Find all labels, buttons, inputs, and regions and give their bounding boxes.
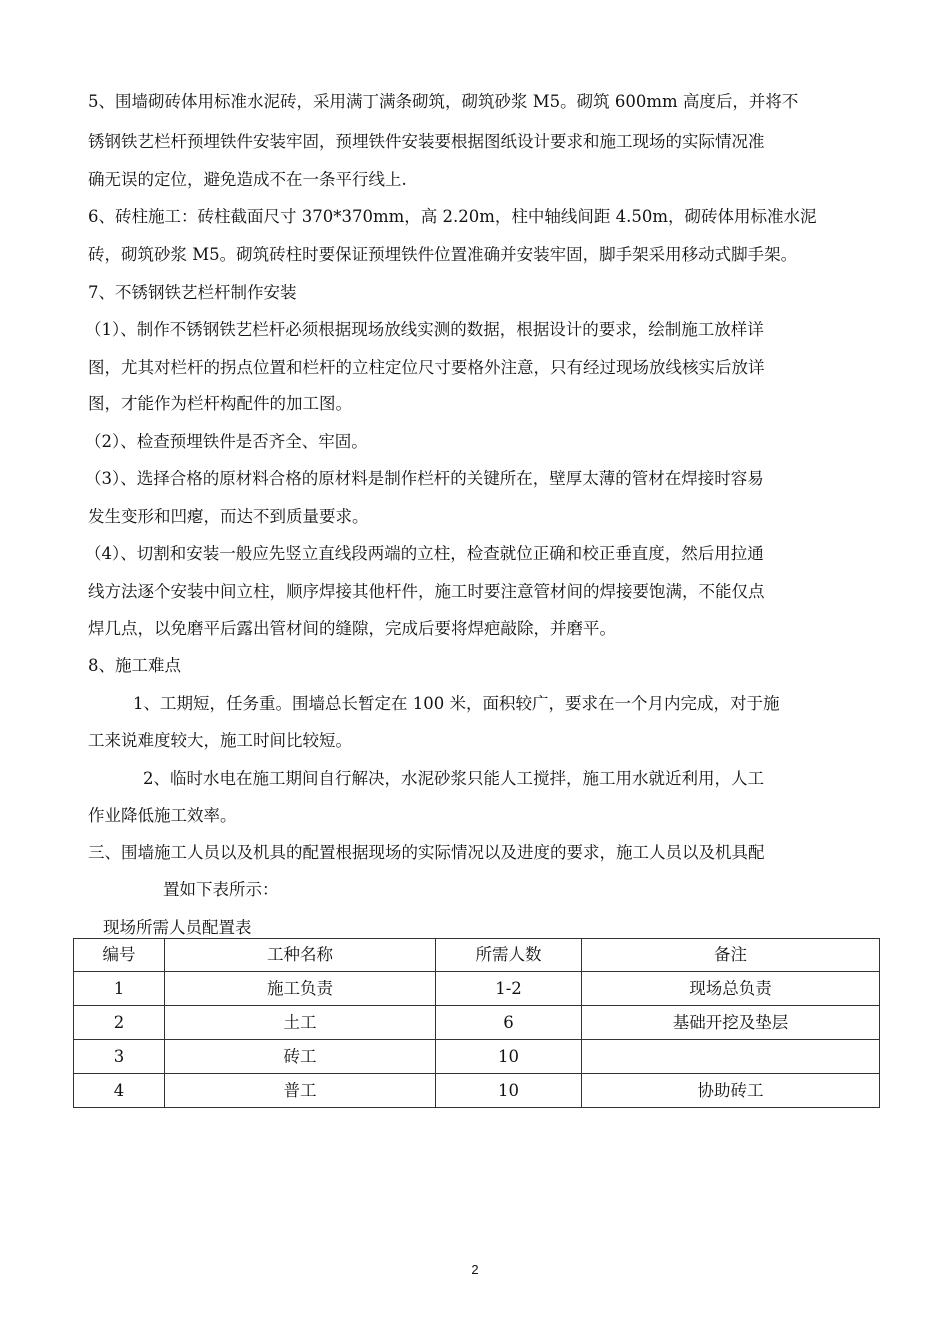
cell-remarks: 协助砖工 — [582, 1074, 880, 1108]
difficulty-1-line-1: 1、工期短，任务重。围墙总长暂定在 100 米，面积较广，要求在一个月内完成，对于施 — [133, 694, 780, 713]
table-row — [74, 1006, 880, 1040]
section-3-line-1: 三、围墙施工人员以及机具的配置根据现场的实际情况以及进度的要求，施工人员以及机具配 — [88, 843, 765, 862]
item-7-2: （2）、检查预埋铁件是否齐全、牢固。 — [85, 432, 368, 451]
section-8-heading: 8、施工难点 — [88, 656, 181, 675]
item-7-4-line-3: 焊几点，以免磨平后露出管材间的缝隙，完成后要将焊疤敲除，并磨平。 — [88, 619, 616, 638]
cell-number: 3 — [74, 1040, 165, 1074]
table-caption: 现场所需人员配置表 — [103, 918, 252, 937]
header-remarks: 备注 — [582, 939, 880, 972]
table-row — [74, 1040, 880, 1074]
table-row — [74, 1074, 880, 1108]
cell-number: 2 — [74, 1006, 165, 1040]
paragraph-6-line-2: 砖，砌筑砂浆 M5。砌筑砖柱时要保证预埋铁件位置准确并安装牢固，脚手架采用移动式脚手架。 — [88, 245, 798, 264]
cell-headcount: 10 — [436, 1074, 582, 1108]
table-row — [74, 972, 880, 1006]
cell-remarks — [582, 1040, 880, 1074]
header-job-name: 工种名称 — [165, 939, 436, 972]
cell-headcount: 6 — [436, 1006, 582, 1040]
cell-job-name: 砖工 — [165, 1040, 436, 1074]
item-7-4-line-2: 线方法逐个安装中间立柱，顺序焊接其他杆件，施工时要注意管材间的焊接要饱满，不能仅点 — [88, 582, 765, 601]
item-7-1-line-3: 图，才能作为栏杆构配件的加工图。 — [88, 394, 352, 413]
item-7-3-line-2: 发生变形和凹瘪，而达不到质量要求。 — [88, 507, 369, 526]
difficulty-1-line-2: 工来说难度较大，施工时间比较短。 — [88, 731, 352, 750]
cell-number: 1 — [74, 972, 165, 1006]
cell-remarks: 现场总负责 — [582, 972, 880, 1006]
difficulty-2-line-1: 2、临时水电在施工期间自行解决，水泥砂浆只能人工搅拌，施工用水就近利用，人工 — [143, 769, 764, 788]
cell-remarks: 基础开挖及垫层 — [582, 1006, 880, 1040]
table-header-row — [74, 939, 880, 972]
paragraph-5-line-2: 锈钢铁艺栏杆预埋铁件安装牢固，预埋铁件安装要根据图纸设计要求和施工现场的实际情况准 — [88, 132, 765, 151]
staff-table — [73, 938, 880, 1108]
section-7-heading: 7、不锈钢铁艺栏杆制作安装 — [88, 283, 297, 302]
paragraph-5-line-3: 确无误的定位，避免造成不在一条平行线上. — [88, 170, 407, 189]
item-7-1-line-1: （1）、制作不锈钢铁艺栏杆必须根据现场放线实测的数据，根据设计的要求，绘制施工放样详 — [85, 320, 764, 339]
cell-job-name: 土工 — [165, 1006, 436, 1040]
cell-headcount: 1-2 — [436, 972, 582, 1006]
difficulty-2-line-2: 作业降低施工效率。 — [88, 806, 237, 825]
item-7-1-line-2: 图，尤其对栏杆的拐点位置和栏杆的立柱定位尺寸要格外注意，只有经过现场放线核实后放详 — [88, 358, 765, 377]
cell-headcount: 10 — [436, 1040, 582, 1074]
cell-job-name: 施工负责 — [165, 972, 436, 1006]
page-number: 2 — [471, 1262, 479, 1277]
paragraph-6-line-1: 6、砖柱施工：砖柱截面尺寸 370*370mm，高 2.20m，柱中轴线间距 4.50m，砌砖体用标准水泥 — [88, 207, 817, 226]
header-headcount: 所需人数 — [436, 939, 582, 972]
item-7-3-line-1: （3）、选择合格的原材料合格的原材料是制作栏杆的关键所在，壁厚太薄的管材在焊接时容易 — [85, 469, 764, 488]
item-7-4-line-1: （4）、切割和安装一般应先竖立直线段两端的立柱，检查就位正确和校正垂直度，然后用拉通 — [85, 544, 764, 563]
cell-job-name: 普工 — [165, 1074, 436, 1108]
header-number: 编号 — [74, 939, 165, 972]
paragraph-5-line-1: 5、围墙砌砖体用标准水泥砖，采用满丁满条砌筑，砌筑砂浆 M5。砌筑 600mm 高度后，并将不 — [88, 92, 799, 111]
section-3-line-2: 置如下表所示： — [163, 880, 279, 899]
cell-number: 4 — [74, 1074, 165, 1108]
